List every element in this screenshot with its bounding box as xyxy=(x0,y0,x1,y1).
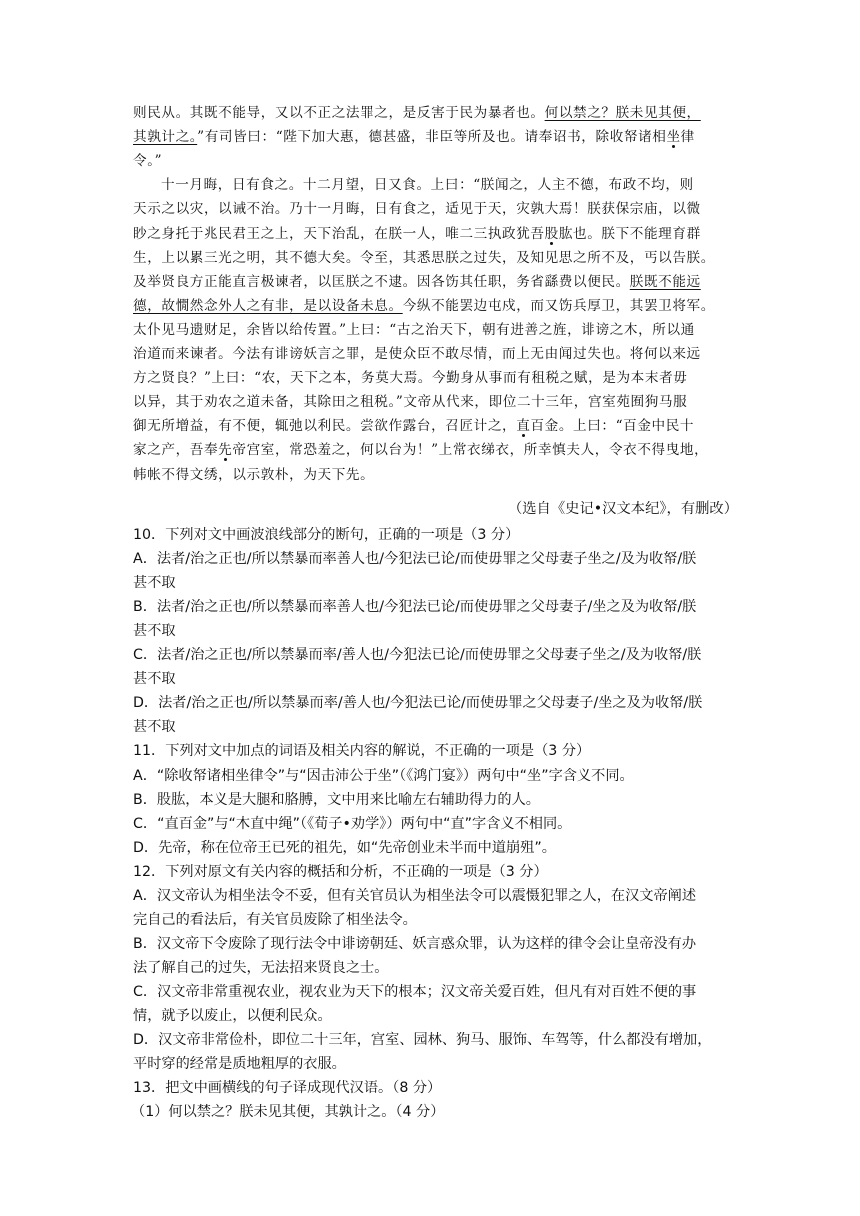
question-line: 平时穿的经常是质地粗厚的衣服。 xyxy=(133,1056,346,1073)
passage-text: 百金。上曰：“百金中民十 xyxy=(530,418,695,435)
question-line: 10．下列对文中画波浪线部分的断句，正确的一项是（3 分） xyxy=(133,527,520,543)
dotted-word: 坐 xyxy=(666,129,681,146)
question-line: A．法者/治之正也/所以禁暴而率善人也/今犯法已论/而使毋罪之父母妻子坐之/及为收帑/朕 xyxy=(133,551,697,568)
passage-text: 太仆见马遗财足，余皆以给传置。”上曰：“古之治天下，朝有进善之旌，诽谤之木，所以通 xyxy=(133,321,695,338)
question-line: B．股肱，本义是大腿和胳膊，文中用来比喻左右辅助得力的人。 xyxy=(133,791,540,808)
passage-text: 令。” xyxy=(133,153,163,170)
question-line: C．“直百金”与“木直中绳”（《荀子•劝学》）两句中“直”字含义不相同。 xyxy=(133,815,572,832)
passage-line xyxy=(161,173,733,197)
question-line: A．汉文帝认为相坐法令不妥，但有关官员认为相坐法令可以震慑犯罪之人，在汉文帝阐述 xyxy=(133,887,697,904)
dotted-word: 先 xyxy=(218,442,233,459)
question-line: C．法者/治之正也/所以禁暴而率/善人也/今犯法已论/而使毋罪之父母妻子坐之/及为收帑/朕 xyxy=(133,647,702,664)
passage-text: 御无所增益，有不便，辄弛以利民。尝欲作露台，召匠计之， xyxy=(133,418,517,435)
passage-line xyxy=(133,270,733,294)
passage-line xyxy=(133,318,733,342)
underlined-sentence: 其孰计之。 xyxy=(133,129,198,146)
question-line: D．汉文帝非常俭朴，即位二十三年，宫室、园林、狗马、服饰、车驾等，什么都没有增加， xyxy=(133,1032,712,1049)
question-line: 甚不取 xyxy=(133,671,176,688)
underlined-sentence: 何以禁之？朕未见其便， xyxy=(544,105,701,121)
passage-line xyxy=(133,222,733,246)
passage-line xyxy=(133,294,733,318)
question-line: A．“除收帑诸相坐律令”与“因击沛公于坐”（《鸿门宴》）两句中“坐”字含义不同。 xyxy=(133,767,634,784)
question-line: D．法者/治之正也/所以禁暴而率/善人也/今犯法已论/而使毋罪之父母妻子/坐之及为收帑/朕 xyxy=(133,695,703,712)
passage-text: 及举贤良方正能直言极谏者，以匡朕之不逮。因各饬其任职，务省繇费以便民。 xyxy=(133,273,630,290)
question-line: 甚不取 xyxy=(133,623,176,640)
question-line: 法了解自己的过失，无法招来贤良之士。 xyxy=(133,959,389,976)
passage-text: 则民从。其既不能导，又以不正之法罪之，是反害于民为暴者也。 xyxy=(133,105,545,121)
passage-text: 帝宫室，常恐羞之，何以台为！”上常衣绨衣，所幸慎夫人，令衣不得曳地， xyxy=(232,442,709,459)
passage-line xyxy=(133,125,733,149)
passage-text: 天示之以灾，以诫不治。乃十一月晦，日有食之，适见于天，灾孰大焉！朕获保宗庙，以微 xyxy=(133,201,701,218)
question-line: 甚不取 xyxy=(133,719,176,736)
passage-line xyxy=(133,197,733,221)
question-line: 情，就予以废止，以便利民众。 xyxy=(133,1008,332,1024)
passage-text: 十一月晦，日有食之。十二月望，日又食。上曰：“朕闻之，人主不德，布政不均，则 xyxy=(161,177,694,194)
passage-text: 肱也。朕下不能理育群 xyxy=(558,225,701,242)
passage-text: 律 xyxy=(680,129,695,146)
passage-line xyxy=(133,390,733,414)
question-line: C．汉文帝非常重视农业，视农业为天下的根本；汉文帝关爱百姓，但凡有对百姓不便的事 xyxy=(133,983,697,1000)
question-line: 甚不取 xyxy=(133,575,176,592)
question-line: D．先帝，称在位帝王已死的祖先，如“先帝创业未半而中道崩殂”。 xyxy=(133,839,556,856)
passage-line xyxy=(133,149,733,173)
underlined-sentence: 朕既不能远 xyxy=(629,273,701,290)
question-line: 13．把文中画横线的句子译成现代汉语。（8 分） xyxy=(133,1080,442,1097)
underlined-sentence: 德，故憪然念外人之有非，是以设备未息。 xyxy=(133,297,403,314)
question-line: 11．下列对文中加点的词语及相关内容的解说，不正确的一项是（3 分） xyxy=(133,743,591,760)
passage-text: 生，上以累三光之明，其不德大矣。令至，其悉思朕之过失，及知见思之所不及，丐以告朕。 xyxy=(133,249,715,266)
passage-text: 治道而来谏者。今法有诽谤妖言之罪，是使众臣不敢尽情，而上无由闻过失也。将何以来远 xyxy=(133,346,701,362)
passage-text: 眇之身托于兆民君王之上，天下治乱，在朕一人，唯二三执政犹吾 xyxy=(133,225,545,242)
question-line: B．法者/治之正也/所以禁暴而率善人也/今犯法已论/而使毋罪之父母妻子/坐之及为收帑/朕 xyxy=(133,599,697,616)
passage-text: 家之产，吾奉 xyxy=(133,442,219,459)
dotted-word: 直 xyxy=(516,418,531,435)
passage-line xyxy=(133,246,733,270)
passage-text: 今纵不能罢边屯戍，而又饬兵厚卫，其罢卫将军。 xyxy=(402,297,715,314)
dotted-word: 股 xyxy=(544,225,559,242)
passage-source: （选自《史记•汉文本纪》，有删改） xyxy=(507,501,738,517)
passage-line xyxy=(133,414,733,438)
passage-line xyxy=(133,463,733,487)
passage-line xyxy=(133,101,733,125)
passage-text: 方之贤良？”上曰：“农，天下之本，务莫大焉。今勤身从事而有租税之赋，是为本末者毋 xyxy=(133,370,688,387)
question-line: 12．下列对原文有关内容的概括和分析，不正确的一项是（3 分） xyxy=(133,863,548,880)
question-line: 完自己的看法后，有关官员废除了相坐法令。 xyxy=(133,911,417,928)
passage-line xyxy=(133,438,733,462)
passage-text: 以异，其于劝农之道未备，其除田之租税。”文帝从代来，即位二十三年，宫室苑囿狗马服 xyxy=(133,394,688,411)
question-line: （1）何以禁之？朕未见其便，其孰计之。（4 分） xyxy=(131,1104,445,1121)
passage-text: ”有司皆曰：“陛下加大惠，德甚盛，非臣等所及也。请奉诏书，除收帑诸相 xyxy=(197,129,667,146)
passage-line xyxy=(133,366,733,390)
passage-text: 帏帐不得文绣，以示敦朴，为天下先。 xyxy=(133,466,375,483)
passage-line xyxy=(133,342,733,366)
question-line: B．汉文帝下令废除了现行法令中诽谤朝廷、妖言惑众罪，认为这样的律令会让皇帝没有办 xyxy=(133,935,697,952)
